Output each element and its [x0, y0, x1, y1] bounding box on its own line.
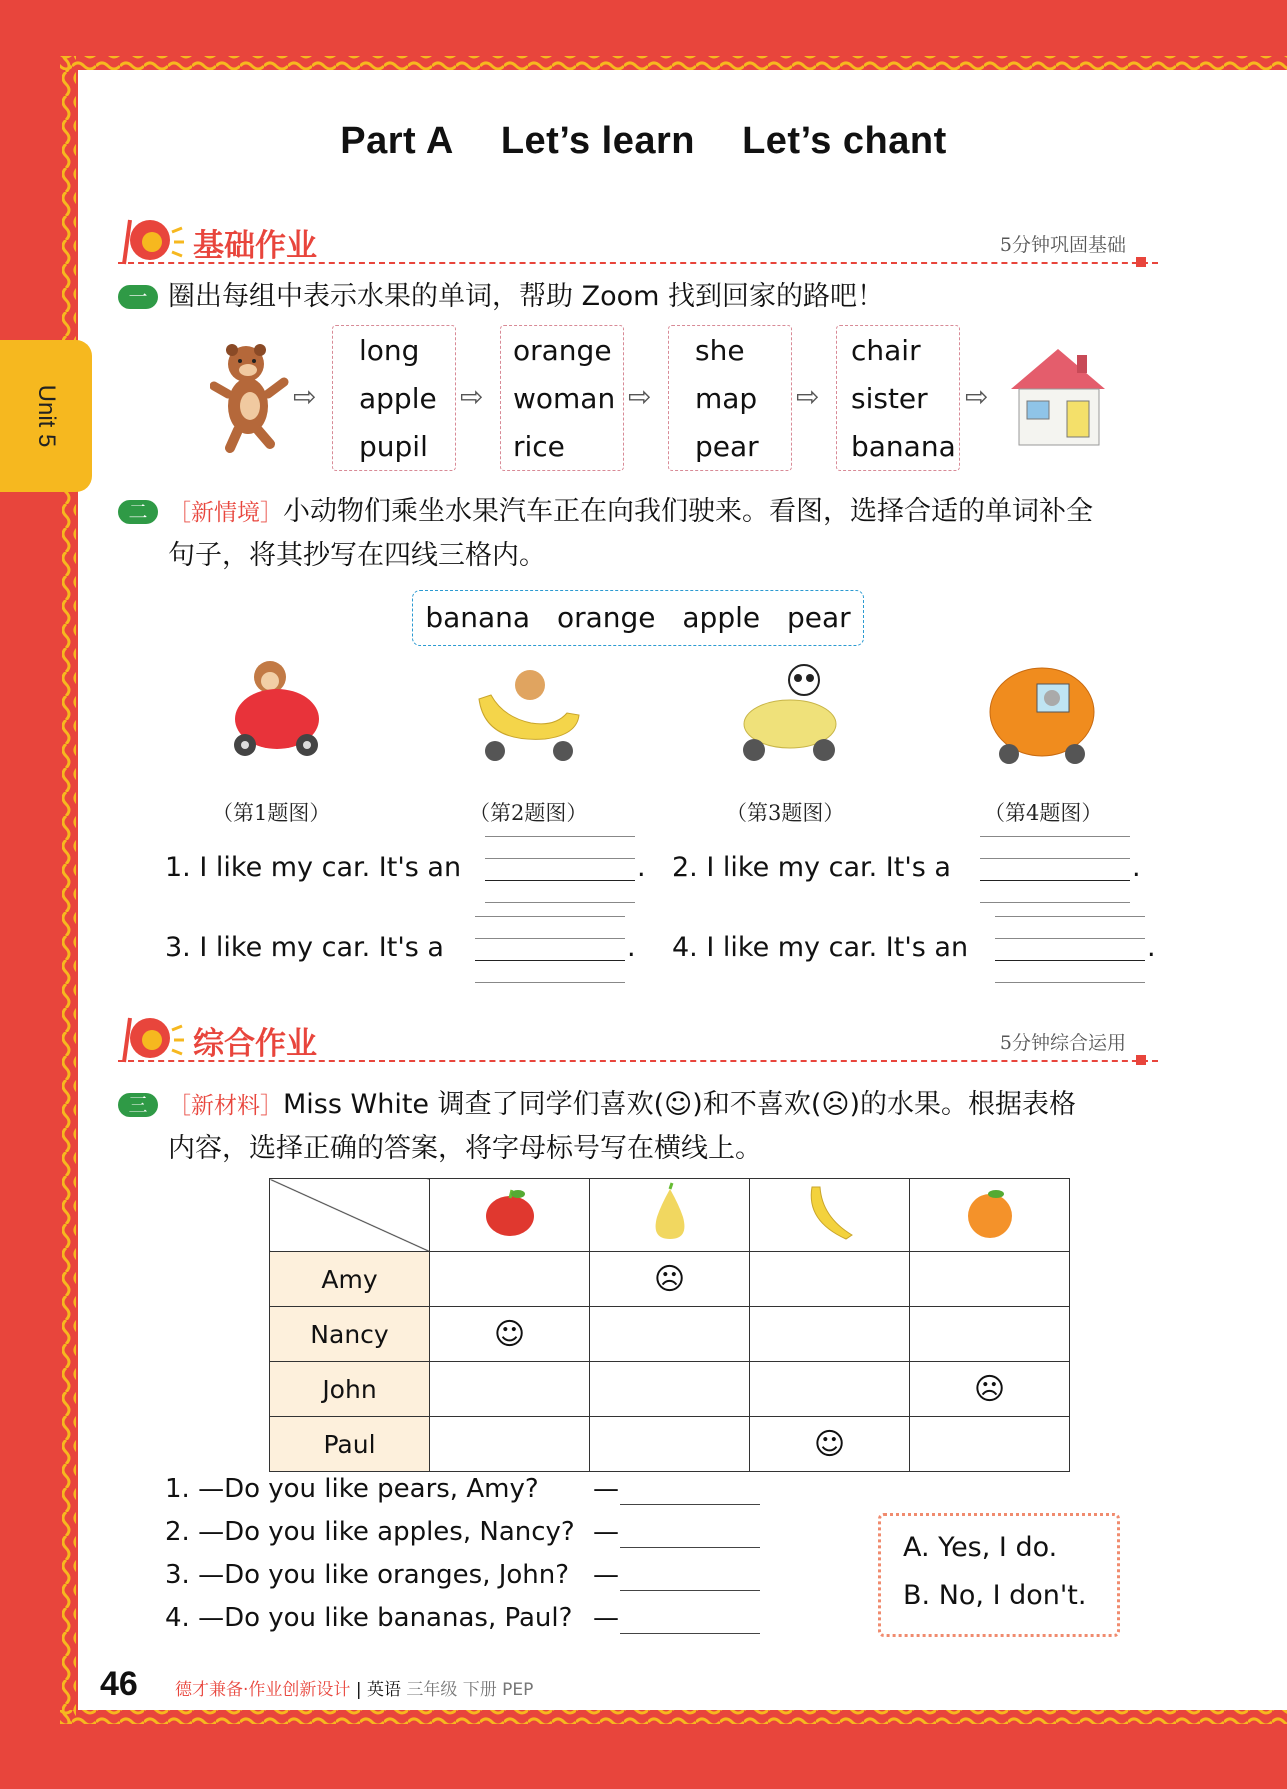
word-group-1-word[interactable]: long	[359, 334, 420, 367]
q2-badge: 二	[118, 500, 158, 524]
survey-question-2	[165, 1517, 619, 1547]
arrow-icon: ⇨	[628, 380, 652, 413]
word-group-3-word[interactable]: map	[695, 382, 758, 415]
table-row	[270, 1307, 1070, 1362]
survey-question-4	[165, 1603, 619, 1633]
pear-header	[590, 1179, 750, 1252]
banana-header	[750, 1179, 910, 1252]
footer-brand: 德才兼备·作业创新设计	[175, 1680, 351, 1700]
word-group-1-word[interactable]: apple	[359, 382, 437, 415]
word-group-4[interactable]	[836, 325, 960, 471]
sentence-3-end: .	[627, 932, 636, 963]
answer-line-3[interactable]	[620, 1590, 760, 1591]
arrow-icon: ⇨	[293, 380, 317, 413]
word-group-2-word[interactable]: orange	[513, 334, 612, 367]
table-cell: ☹	[590, 1252, 750, 1307]
survey-question-3-text: 3. —Do you like oranges, John?	[165, 1560, 570, 1590]
q1-badge: 一	[118, 285, 158, 309]
table-corner	[270, 1179, 430, 1252]
caption-3: （第3题图）	[726, 801, 845, 825]
arrow-icon: ⇨	[796, 380, 820, 413]
table-cell	[590, 1417, 750, 1472]
table-cell	[590, 1307, 750, 1362]
caption-4: （第4题图）	[984, 801, 1103, 825]
word-group-4-word[interactable]: chair	[851, 334, 921, 367]
footer	[175, 1675, 533, 1700]
word-group-2[interactable]	[500, 325, 624, 471]
sentence-2: 2. I like my car. It's a	[672, 852, 951, 883]
footer-subject: | 英语	[355, 1680, 401, 1700]
cat-orange-car-icon	[985, 660, 1100, 770]
section-basic-note: 5分钟巩固基础	[999, 234, 1126, 256]
table-cell: ☹	[910, 1362, 1070, 1417]
orange-header	[910, 1179, 1070, 1252]
table-cell	[590, 1362, 750, 1417]
sentence-4: 4. I like my car. It's an	[672, 932, 969, 963]
table-cell	[910, 1307, 1070, 1362]
section-comprehensive-header	[118, 1010, 1158, 1070]
arrow-icon: ⇨	[460, 380, 484, 413]
answer-dash: —	[593, 1560, 619, 1590]
word-group-4-word[interactable]: sister	[851, 382, 928, 415]
sentence-2-end: .	[1132, 852, 1141, 883]
q1-instruction: 圈出每组中表示水果的单词，帮助 Zoom 找到回家的路吧！	[168, 281, 884, 312]
word-group-3-word[interactable]: pear	[695, 430, 759, 463]
table-cell	[910, 1252, 1070, 1307]
sentence-1: 1. I like my car. It's an	[165, 852, 462, 883]
table-cell: ☺	[430, 1307, 590, 1362]
apple-icon	[482, 1186, 538, 1238]
divider-end-marker	[1136, 257, 1146, 267]
unit-tab	[0, 340, 92, 492]
section-basic-header	[118, 212, 1158, 272]
option-a: A. Yes, I do.	[903, 1532, 1058, 1563]
sentence-1-end: .	[637, 852, 646, 883]
q2-instruction-line1	[168, 490, 1093, 535]
table-row	[270, 1252, 1070, 1307]
table-cell	[430, 1417, 590, 1472]
survey-question-4-text: 4. —Do you like bananas, Paul?	[165, 1603, 573, 1633]
answer-dash: —	[593, 1517, 619, 1547]
table-cell	[910, 1417, 1070, 1472]
q2-tag: ［新情境］	[168, 500, 283, 526]
word-group-2-word[interactable]: rice	[513, 430, 565, 463]
table-row	[270, 1417, 1070, 1472]
section-divider	[118, 262, 1158, 264]
row-name: Nancy	[270, 1307, 430, 1362]
section-comprehensive-note: 5分钟综合运用	[999, 1032, 1126, 1054]
table-row	[270, 1362, 1070, 1417]
answer-dash: —	[593, 1603, 619, 1633]
survey-question-1	[165, 1474, 619, 1504]
cow-banana-car-icon	[475, 665, 585, 767]
q3-badge: 三	[118, 1093, 158, 1117]
table-cell	[750, 1252, 910, 1307]
answer-line-4[interactable]	[620, 1633, 760, 1634]
banana-icon	[802, 1181, 858, 1243]
table-cell	[750, 1362, 910, 1417]
fruit-survey-table	[269, 1178, 1070, 1472]
table-cell: ☺	[750, 1417, 910, 1472]
q2-instruction-text: 小动物们乘坐水果汽车正在向我们驶来。看图，选择合适的单词补全	[283, 496, 1093, 527]
unit-tab-label: Unit 5	[33, 384, 60, 448]
section-basic-label: 基础作业	[193, 228, 317, 264]
row-name: Amy	[270, 1252, 430, 1307]
writing-lines-4[interactable]	[995, 916, 1145, 982]
word-bank: banana orange apple pear	[412, 590, 864, 646]
survey-question-2-text: 2. —Do you like apples, Nancy?	[165, 1517, 575, 1547]
option-b: B. No, I don't.	[903, 1580, 1087, 1611]
q3-instruction-line2: 内容，选择正确的答案，将字母标号写在横线上。	[168, 1133, 762, 1164]
table-cell	[430, 1252, 590, 1307]
word-group-4-word[interactable]: banana	[851, 430, 956, 463]
title-chant: Let’s chant	[742, 120, 947, 162]
divider-end-marker	[1136, 1055, 1146, 1065]
survey-question-1-text: 1. —Do you like pears, Amy?	[165, 1474, 539, 1504]
row-name: John	[270, 1362, 430, 1417]
section-comprehensive-label: 综合作业	[193, 1026, 317, 1062]
word-group-3[interactable]	[668, 325, 792, 471]
caption-2: （第2题图）	[469, 801, 588, 825]
arrow-icon: ⇨	[965, 380, 989, 413]
row-name: Paul	[270, 1417, 430, 1472]
page-number: 46	[100, 1665, 138, 1703]
q3-instruction-text: Miss White 调查了同学们喜欢(☺)和不喜欢(☹)的水果。根据表格	[283, 1089, 1077, 1120]
page-title	[0, 120, 1287, 163]
title-part: Part A	[340, 120, 454, 162]
answer-dash: —	[593, 1474, 619, 1504]
pear-icon	[645, 1181, 695, 1243]
caption-1: （第1题图）	[212, 801, 331, 825]
sentence-3: 3. I like my car. It's a	[165, 932, 444, 963]
sentence-4-end: .	[1147, 932, 1156, 963]
house-icon	[1005, 345, 1111, 449]
survey-question-3	[165, 1560, 619, 1590]
orange-icon	[962, 1184, 1018, 1240]
q3-tag: ［新材料］	[168, 1093, 283, 1119]
writing-lines-2[interactable]	[980, 836, 1130, 902]
title-learn: Let’s learn	[500, 120, 695, 162]
writing-lines-3[interactable]	[475, 916, 625, 982]
word-group-3-word[interactable]: she	[695, 334, 745, 367]
word-group-1-word[interactable]: pupil	[359, 430, 428, 463]
table-cell	[750, 1307, 910, 1362]
answer-line-2[interactable]	[620, 1547, 760, 1548]
answer-options-box	[878, 1513, 1120, 1637]
word-group-1[interactable]	[332, 325, 456, 471]
q3-instruction-line1	[168, 1083, 1076, 1128]
footer-grade: 三年级 下册 PEP	[406, 1680, 534, 1700]
q2-instruction-line2: 句子，将其抄写在四线三格内。	[168, 540, 546, 571]
apple-header	[430, 1179, 590, 1252]
writing-lines-1[interactable]	[485, 836, 635, 902]
word-group-2-word[interactable]: woman	[513, 382, 616, 415]
section-divider	[118, 1060, 1158, 1062]
monkey-apple-car-icon	[225, 655, 330, 765]
bear-zoom-icon	[210, 336, 290, 456]
panda-pear-car-icon	[730, 660, 845, 768]
answer-line-1[interactable]	[620, 1504, 760, 1505]
table-cell	[430, 1362, 590, 1417]
